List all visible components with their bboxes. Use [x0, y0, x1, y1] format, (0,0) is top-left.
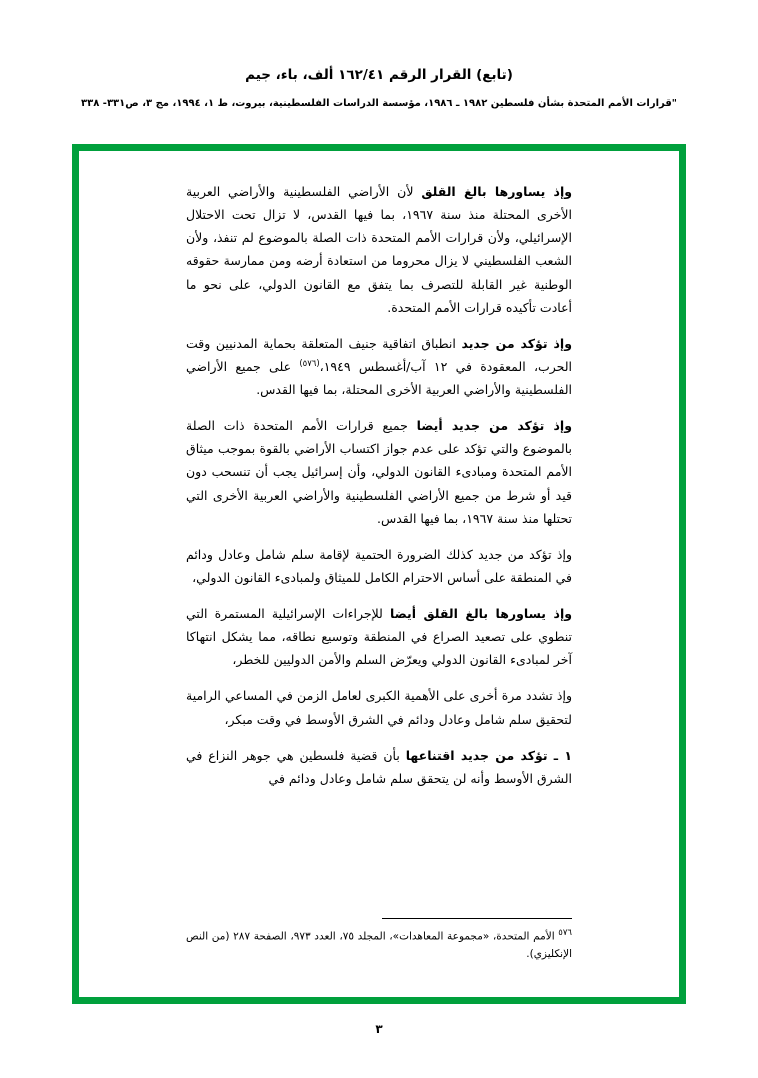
paragraph-4-lead: وإذ تؤكد من جديد كذلك	[445, 546, 572, 562]
paragraph-2-lead: وإذ تؤكد من جديد	[461, 335, 572, 351]
paragraph-2	[186, 332, 572, 401]
paragraph-2-text-after: على جميع الأراضي الفلسطينية والأراضي العربية الأخرى المحتلة، بما فيها القدس.	[186, 358, 572, 397]
paragraph-6-lead: وإذ تشدد مرة أخرى	[469, 688, 572, 704]
footnote-body: الأمم المتحدة، «مجموعة المعاهدات»، المجلد ٧٥، العدد ٩٧٣، الصفحة ٢٨٧ (من النص الإنكليزي).	[186, 930, 572, 961]
paragraph-3-lead: وإذ تؤكد من جديد أيضا	[416, 418, 572, 434]
footnote-number: ٥٧٦	[558, 927, 572, 938]
footnote-section	[186, 918, 572, 964]
paragraph-7-text: بأن قضية فلسطين هي جوهر النزاع في الشرق الأوسط وأنه لن يتحقق سلم شامل وعادل ودائم في	[186, 747, 572, 786]
footnote-divider	[382, 918, 572, 919]
paragraph-3-text: جميع قرارات الأمم المتحدة ذات الصلة بالموضوع والتي تؤكد على عدم جواز اكتساب الأراضي بالقوة بموجب ميثاق الأمم المتحدة ومبادىء القانون الدولي، وأن إسرائيل يجب أن تنسحب دون قيد أو شرط من جميع الأراضي الفلسطينية والأراضي العربية الأخرى التي تحتلها منذ سنة ١٩٦٧، بما فيها القدس.	[186, 418, 572, 526]
paragraph-5-text: للإجراءات الإسرائيلية المستمرة التي تنطوي على تصعيد الصراع في المنطقة وتوسيع نطاقه، مما يشكل انتهاكا آخر لمبادىء القانون الدولي ويعرّض السلم والأمن الدوليين للخطر،	[186, 606, 572, 668]
paragraph-6	[186, 684, 572, 730]
paragraph-7	[186, 744, 572, 790]
paragraph-4-text: الضرورة الحتمية لإقامة سلم شامل وعادل ودائم في المنطقة على أساس الاحترام الكامل للميثاق ولمبادىء القانون الدولي،	[186, 546, 572, 585]
page-title: (تابع) القرار الرقم ١٦٢/٤١ ألف، باء، جيم	[245, 67, 513, 83]
paragraph-5-lead: وإذ يساورها بالغ القلق أيضا	[390, 606, 572, 621]
paragraph-7-lead: ١ ـ تؤكد من جديد اقتناعها	[405, 747, 572, 763]
document-header	[0, 0, 758, 111]
paragraph-4	[186, 543, 572, 589]
paragraph-2-text: انطباق اتفاقية جنيف المتعلقة بحماية المدنيين وقت الحرب، المعقودة في ١٢ آب/أغسطس ١٩٤٩،	[186, 335, 572, 374]
paragraph-3	[186, 414, 572, 530]
paragraph-1-lead: وإذ يساورها بالغ القلق	[421, 184, 572, 199]
document-body	[90, 162, 668, 813]
frame-inner	[90, 162, 668, 986]
footnote-marker-576: (٥٧٦)	[299, 358, 320, 369]
green-border-frame	[72, 144, 686, 1004]
paragraph-1-text: لأن الأراضي الفلسطينية والأراضي العربية الأخرى المحتلة منذ سنة ١٩٦٧، بما فيها القدس، لا تزال تحت الاحتلال الإسرائيلي، ولأن قرارات الأمم المتحدة ذات الصلة بالموضوع لم تنفذ، ولأن الشعب الفلسطيني لا يزال محروما من استعادة أرضه ومن ممارسة حقوقه الوطنية غير القابلة للتصرف بما يتفق مع القانون الدولي، على نحو ما أعادت تأكيده قرارات الأمم المتحدة.	[186, 184, 572, 315]
paragraph-6-text: على الأهمية الكبرى لعامل الزمن في المساعي الرامية لتحقيق سلم شامل وعادل ودائم في الشرق الأوسط في وقت مبكر،	[186, 688, 572, 727]
footnote-text	[186, 926, 572, 964]
page-number: ٣	[375, 1022, 383, 1036]
paragraph-5	[186, 602, 572, 671]
document-source-line: "قرارات الأمم المتحدة بشأن فلسطين ١٩٨٢ ـ ١٩٨٦، مؤسسة الدراسات الفلسطينية، بيروت، ط ١، ١٩٩٤، مج ٣، ص٣٣١- ٣٣٨	[81, 97, 677, 109]
paragraph-1	[186, 180, 572, 319]
